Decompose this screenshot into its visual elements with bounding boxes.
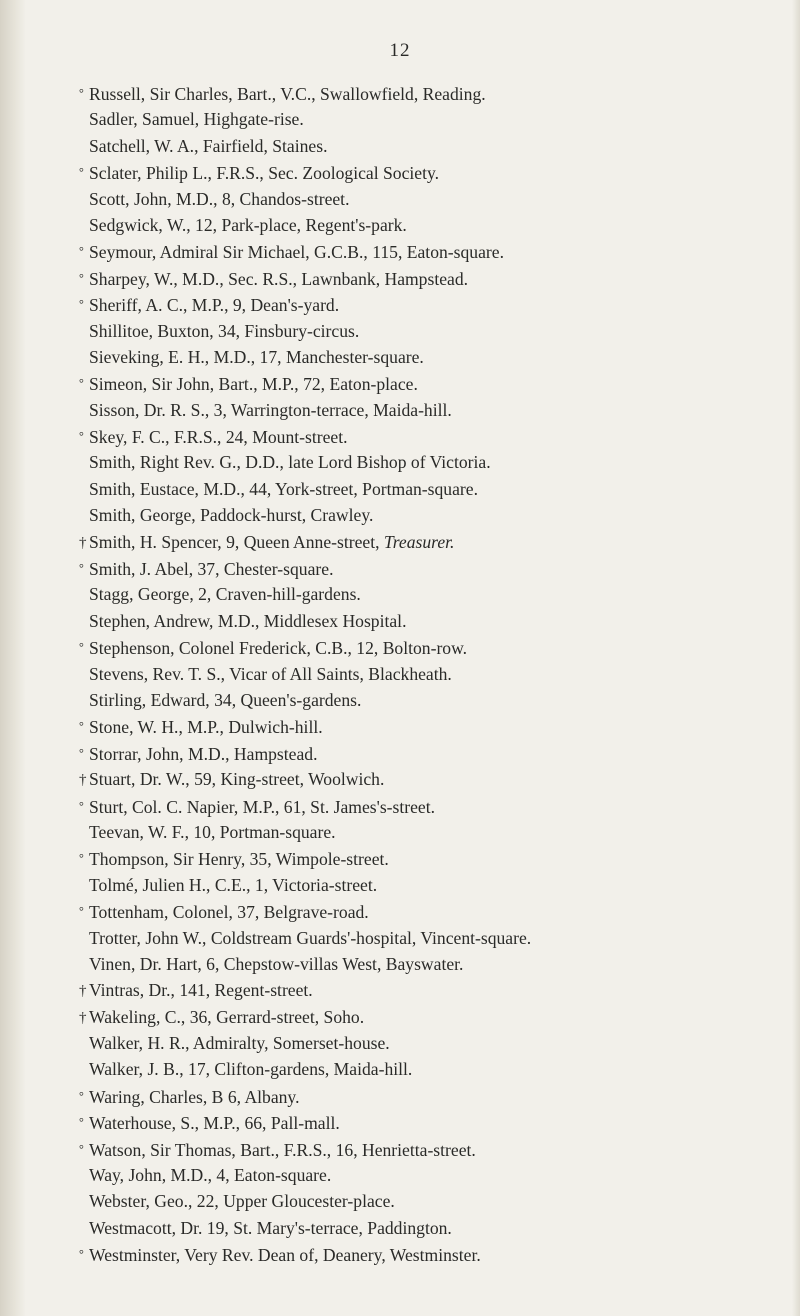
list-item: [0, 318, 800, 344]
entry-text: Shillitoe, Buxton, 34, Finsbury-circus.: [89, 320, 360, 341]
list-item: [0, 423, 800, 449]
entry-text: Watson, Sir Thomas, Bart., F.R.S., 16, Henrietta-street.: [89, 1139, 476, 1160]
dagger-mark: †: [79, 534, 87, 551]
entry-text: Skey, F. C., F.R.S., 24, Mount-street.: [89, 427, 348, 448]
entry-text: Sadler, Samuel, Highgate-rise.: [89, 109, 304, 130]
degree-mark: °: [79, 561, 84, 576]
list-item: [0, 819, 800, 845]
entry-text: Stephenson, Colonel Frederick, C.B., 12, Bolton-row.: [89, 638, 468, 659]
degree-mark: °: [79, 376, 84, 391]
list-item: [0, 740, 800, 766]
degree-mark: °: [79, 165, 84, 180]
list-item: [0, 80, 800, 106]
degree-mark: °: [79, 745, 84, 760]
entry-text: Seymour, Admiral Sir Michael, G.C.B., 115, Eaton-square.: [89, 242, 504, 263]
list-item: [0, 872, 800, 898]
list-item: [0, 951, 800, 977]
list-item: [0, 1030, 800, 1056]
degree-mark: °: [79, 1247, 84, 1262]
dagger-mark: †: [79, 983, 87, 1000]
dagger-mark: †: [79, 1009, 87, 1026]
list-item: [0, 793, 800, 819]
degree-mark: °: [79, 1141, 84, 1156]
list-item: [0, 159, 800, 185]
degree-mark: °: [79, 429, 84, 444]
entry-role: Treasurer.: [383, 531, 455, 552]
entry-text: Smith, J. Abel, 37, Chester-square.: [89, 559, 334, 580]
list-item: [0, 133, 800, 159]
list-item: [0, 476, 800, 502]
list-item: [0, 529, 800, 555]
entry-text: Tolmé, Julien H., C.E., 1, Victoria-street.: [89, 874, 378, 895]
list-item: [0, 1056, 800, 1082]
degree-mark: °: [79, 86, 84, 100]
list-item: [0, 977, 800, 1003]
entry-text: Walker, H. R., Admiralty, Somerset-house.: [89, 1033, 390, 1054]
entry-text: Simeon, Sir John, Bart., M.P., 72, Eaton-place.: [89, 374, 418, 395]
degree-mark: °: [79, 719, 84, 734]
entry-text: Wakeling, C., 36, Gerrard-street, Soho.: [89, 1006, 365, 1027]
entry-text: Westminster, Very Rev. Dean of, Deanery, Westminster.: [89, 1245, 481, 1266]
entry-text: Thompson, Sir Henry, 35, Wimpole-street.: [89, 849, 389, 870]
entry-text: Stephen, Andrew, M.D., Middlesex Hospital.: [89, 610, 407, 631]
list-item: [0, 1162, 800, 1188]
list-item: [0, 581, 800, 607]
list-item: [0, 898, 800, 924]
list-item: [0, 186, 800, 212]
entry-text: Russell, Sir Charles, Bart., V.C., Swallowfield, Reading.: [89, 84, 486, 104]
list-item: [0, 713, 800, 739]
list-item: [0, 1241, 800, 1267]
list-item: [0, 608, 800, 634]
dagger-mark: †: [79, 772, 87, 789]
entry-text: Stone, W. H., M.P., Dulwich-hill.: [89, 717, 323, 738]
list-item: [0, 1136, 800, 1162]
list-item: [0, 925, 800, 951]
entry-text: Sedgwick, W., 12, Park-place, Regent's-park.: [89, 214, 407, 235]
entry-text: Waterhouse, S., M.P., 66, Pall-mall.: [89, 1113, 340, 1134]
list-item: [0, 449, 800, 475]
entry-text: Smith, George, Paddock-hurst, Crawley.: [89, 505, 374, 526]
entry-text: Sturt, Col. C. Napier, M.P., 61, St. James's-street.: [89, 796, 436, 817]
degree-mark: °: [79, 904, 84, 919]
list-item: [0, 1004, 800, 1030]
entry-text: Stevens, Rev. T. S., Vicar of All Saints, Blackheath.: [89, 663, 452, 684]
list-item: [0, 291, 800, 317]
degree-mark: °: [79, 244, 84, 259]
list-item: [0, 1109, 800, 1135]
degree-mark: °: [79, 270, 84, 285]
entry-text: Walker, J. B., 17, Clifton-gardens, Maida-hill.: [89, 1059, 413, 1080]
list-item: [0, 212, 800, 238]
entry-text: Stagg, George, 2, Craven-hill-gardens.: [89, 584, 361, 605]
list-item: [0, 344, 800, 370]
entry-text: Sheriff, A. C., M.P., 9, Dean's-yard.: [89, 295, 340, 316]
entry-text: Sieveking, E. H., M.D., 17, Manchester-square.: [89, 346, 424, 367]
entry-text: Sharpey, W., M.D., Sec. R.S., Lawnbank, Hampstead.: [89, 268, 469, 289]
list-item: [0, 634, 800, 660]
list-item: [0, 1083, 800, 1109]
list-item: [0, 1188, 800, 1214]
list-item: [0, 555, 800, 581]
degree-mark: °: [79, 1088, 84, 1103]
entry-text: Scott, John, M.D., 8, Chandos-street.: [89, 188, 350, 209]
list-item: [0, 661, 800, 687]
member-list: [0, 80, 800, 1268]
entry-text: Smith, Right Rev. G., D.D., late Lord Bishop of Victoria.: [89, 452, 491, 473]
entry-text: Smith, H. Spencer, 9, Queen Anne-street,: [89, 531, 384, 552]
entry-text: Vintras, Dr., 141, Regent-street.: [89, 980, 313, 1001]
list-item: [0, 370, 800, 396]
entry-text: Tottenham, Colonel, 37, Belgrave-road.: [89, 902, 369, 923]
entry-text: Stirling, Edward, 34, Queen's-gardens.: [89, 689, 362, 710]
list-item: [0, 397, 800, 423]
entry-text: Storrar, John, M.D., Hampstead.: [89, 743, 318, 764]
entry-text: Vinen, Dr. Hart, 6, Chepstow-villas West, Bayswater.: [89, 953, 464, 974]
entry-text: Webster, Geo., 22, Upper Gloucester-place.: [89, 1191, 395, 1212]
degree-mark: °: [79, 1115, 84, 1130]
list-item: [0, 766, 800, 792]
degree-mark: °: [79, 851, 84, 866]
entry-text: Smith, Eustace, M.D., 44, York-street, Portman-square.: [89, 478, 478, 499]
list-item: [0, 845, 800, 871]
entry-text: Sisson, Dr. R. S., 3, Warrington-terrace, Maida-hill.: [89, 399, 452, 420]
list-item: [0, 106, 800, 132]
list-item: [0, 238, 800, 264]
entry-text: Trotter, John W., Coldstream Guards'-hospital, Vincent-square.: [89, 927, 532, 948]
degree-mark: °: [79, 297, 84, 312]
degree-mark: °: [79, 798, 84, 813]
list-item: [0, 687, 800, 713]
entry-text: Stuart, Dr. W., 59, King-street, Woolwich.: [89, 769, 385, 790]
list-item: [0, 502, 800, 528]
list-item: [0, 1215, 800, 1241]
list-item: [0, 265, 800, 291]
entry-text: Waring, Charles, B 6, Albany.: [89, 1086, 300, 1107]
page-number: 12: [389, 40, 411, 61]
entry-text: Sclater, Philip L., F.R.S., Sec. Zoological Society.: [89, 163, 440, 184]
degree-mark: °: [79, 640, 84, 655]
entry-text: Westmacott, Dr. 19, St. Mary's-terrace, Paddington.: [89, 1217, 452, 1238]
entry-text: Way, John, M.D., 4, Eaton-square.: [89, 1165, 332, 1186]
entry-text: Teevan, W. F., 10, Portman-square.: [89, 821, 336, 842]
entry-text: Satchell, W. A., Fairfield, Staines.: [89, 135, 328, 156]
